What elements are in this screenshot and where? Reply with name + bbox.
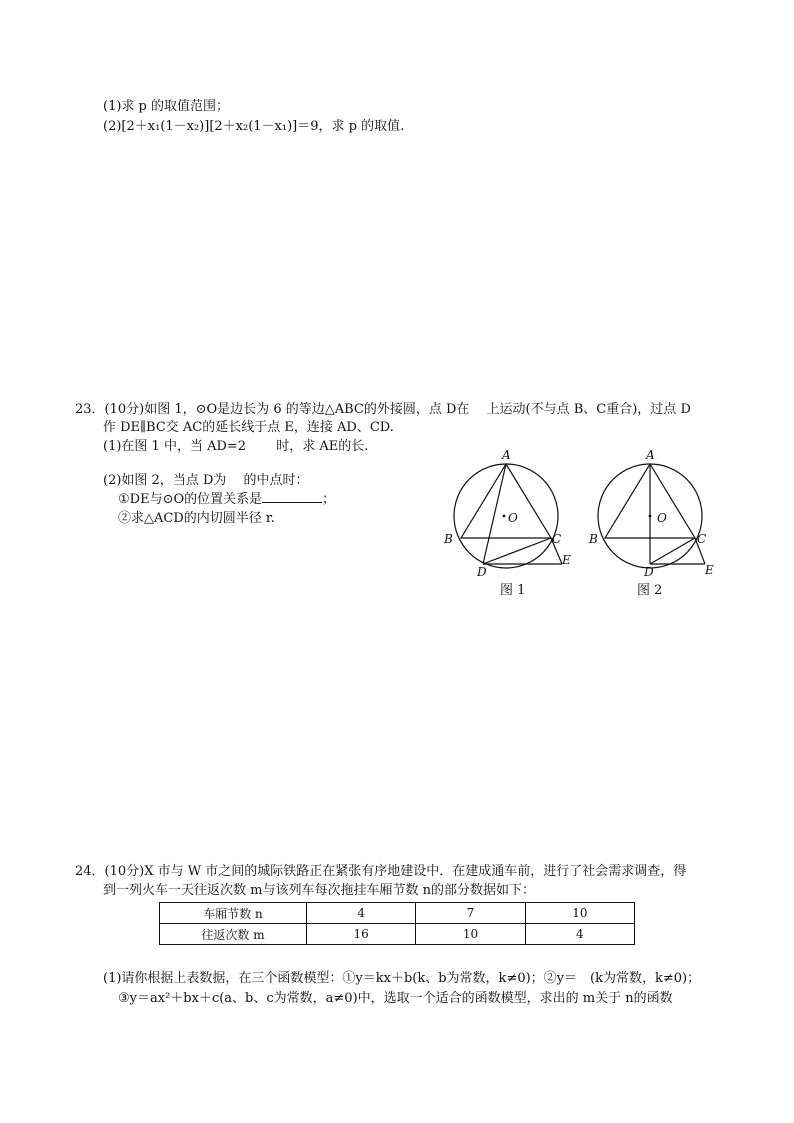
q23-sub1 — [118, 490, 335, 509]
segment-ad — [483, 464, 506, 564]
label-e: E — [705, 563, 714, 577]
figure-1 — [438, 444, 578, 604]
q23-sub1-text: ①DE与⊙O的位置关系是 — [118, 492, 263, 507]
table-cell: 4 — [525, 924, 634, 945]
label-a: A — [646, 448, 655, 462]
table-row — [160, 924, 635, 945]
label-d: D — [644, 565, 654, 579]
row-label: 往返次数 m — [160, 924, 307, 945]
label-d: D — [477, 565, 487, 579]
table-cell: 4 — [307, 903, 416, 924]
figure-2 — [585, 444, 725, 604]
row-label: 车厢节数 n — [160, 903, 307, 924]
q23-sub1-end: ； — [322, 492, 336, 507]
center-point — [649, 515, 652, 518]
figure-2-caption: 图 2 — [637, 583, 663, 598]
label-c: C — [552, 532, 562, 546]
table-cell: 16 — [307, 924, 416, 945]
segment-cd — [483, 538, 551, 564]
label-b: B — [444, 532, 453, 546]
label-b: B — [589, 532, 598, 546]
data-table — [159, 902, 635, 945]
label-e: E — [562, 553, 571, 567]
q22-part1: (1)求 p 的取值范围； — [103, 99, 230, 114]
table-row — [160, 903, 635, 924]
label-a: A — [502, 448, 511, 462]
table-cell: 10 — [525, 903, 634, 924]
q23-sub2: ②求△ACD的内切圆半径 r. — [118, 511, 275, 526]
label-o: O — [508, 511, 518, 525]
q23-part1: (1)在图 1 中，当 AD=2 时，求 AE的长. — [103, 439, 369, 454]
q24-line2: 到一列火车一天往返次数 m与该列车每次拖挂车厢节数 n的部分数据如下： — [103, 883, 535, 898]
label-o: O — [657, 511, 667, 525]
table-cell: 7 — [416, 903, 525, 924]
circumcircle — [454, 464, 558, 568]
q23-line1: 23．(10分)如图 1，⊙O是边长为 6 的等边△ABC的外接圆，点 D在 上运动(不与点 B、C重合)，过点 D — [75, 402, 691, 417]
label-c: C — [697, 532, 707, 546]
q24-part1-line2: ③y＝ax²＋bx＋c(a、b、c为常数，a≠0)中，选取一个适合的函数模型，求出的 m关于 n的函数 — [118, 991, 673, 1006]
answer-blank — [262, 490, 322, 503]
q23-line2: 作 DE∥BC交 AC的延长线于点 E，连接 AD、CD. — [103, 420, 394, 435]
q24-line1: 24．(10分)X 市与 W 市之间的城际铁路正在紧张有序地建设中．在建成通车前，进行了社会需求调查，得 — [75, 864, 687, 879]
q22-part2: (2)[2＋x₁(1－x₂)][2＋x₂(1－x₁)]＝9，求 p 的取值. — [103, 119, 405, 134]
q23-part2: (2)如图 2，当点 D为 的中点时： — [103, 473, 309, 488]
figure-1-caption: 图 1 — [500, 583, 526, 598]
q24-part1-line1: (1)请你根据上表数据，在三个函数模型：①y＝kx＋b(k、b为常数，k≠0)；②y＝ (k为常数，k≠0)； — [103, 971, 701, 986]
center-point — [503, 515, 506, 518]
table-cell: 10 — [416, 924, 525, 945]
